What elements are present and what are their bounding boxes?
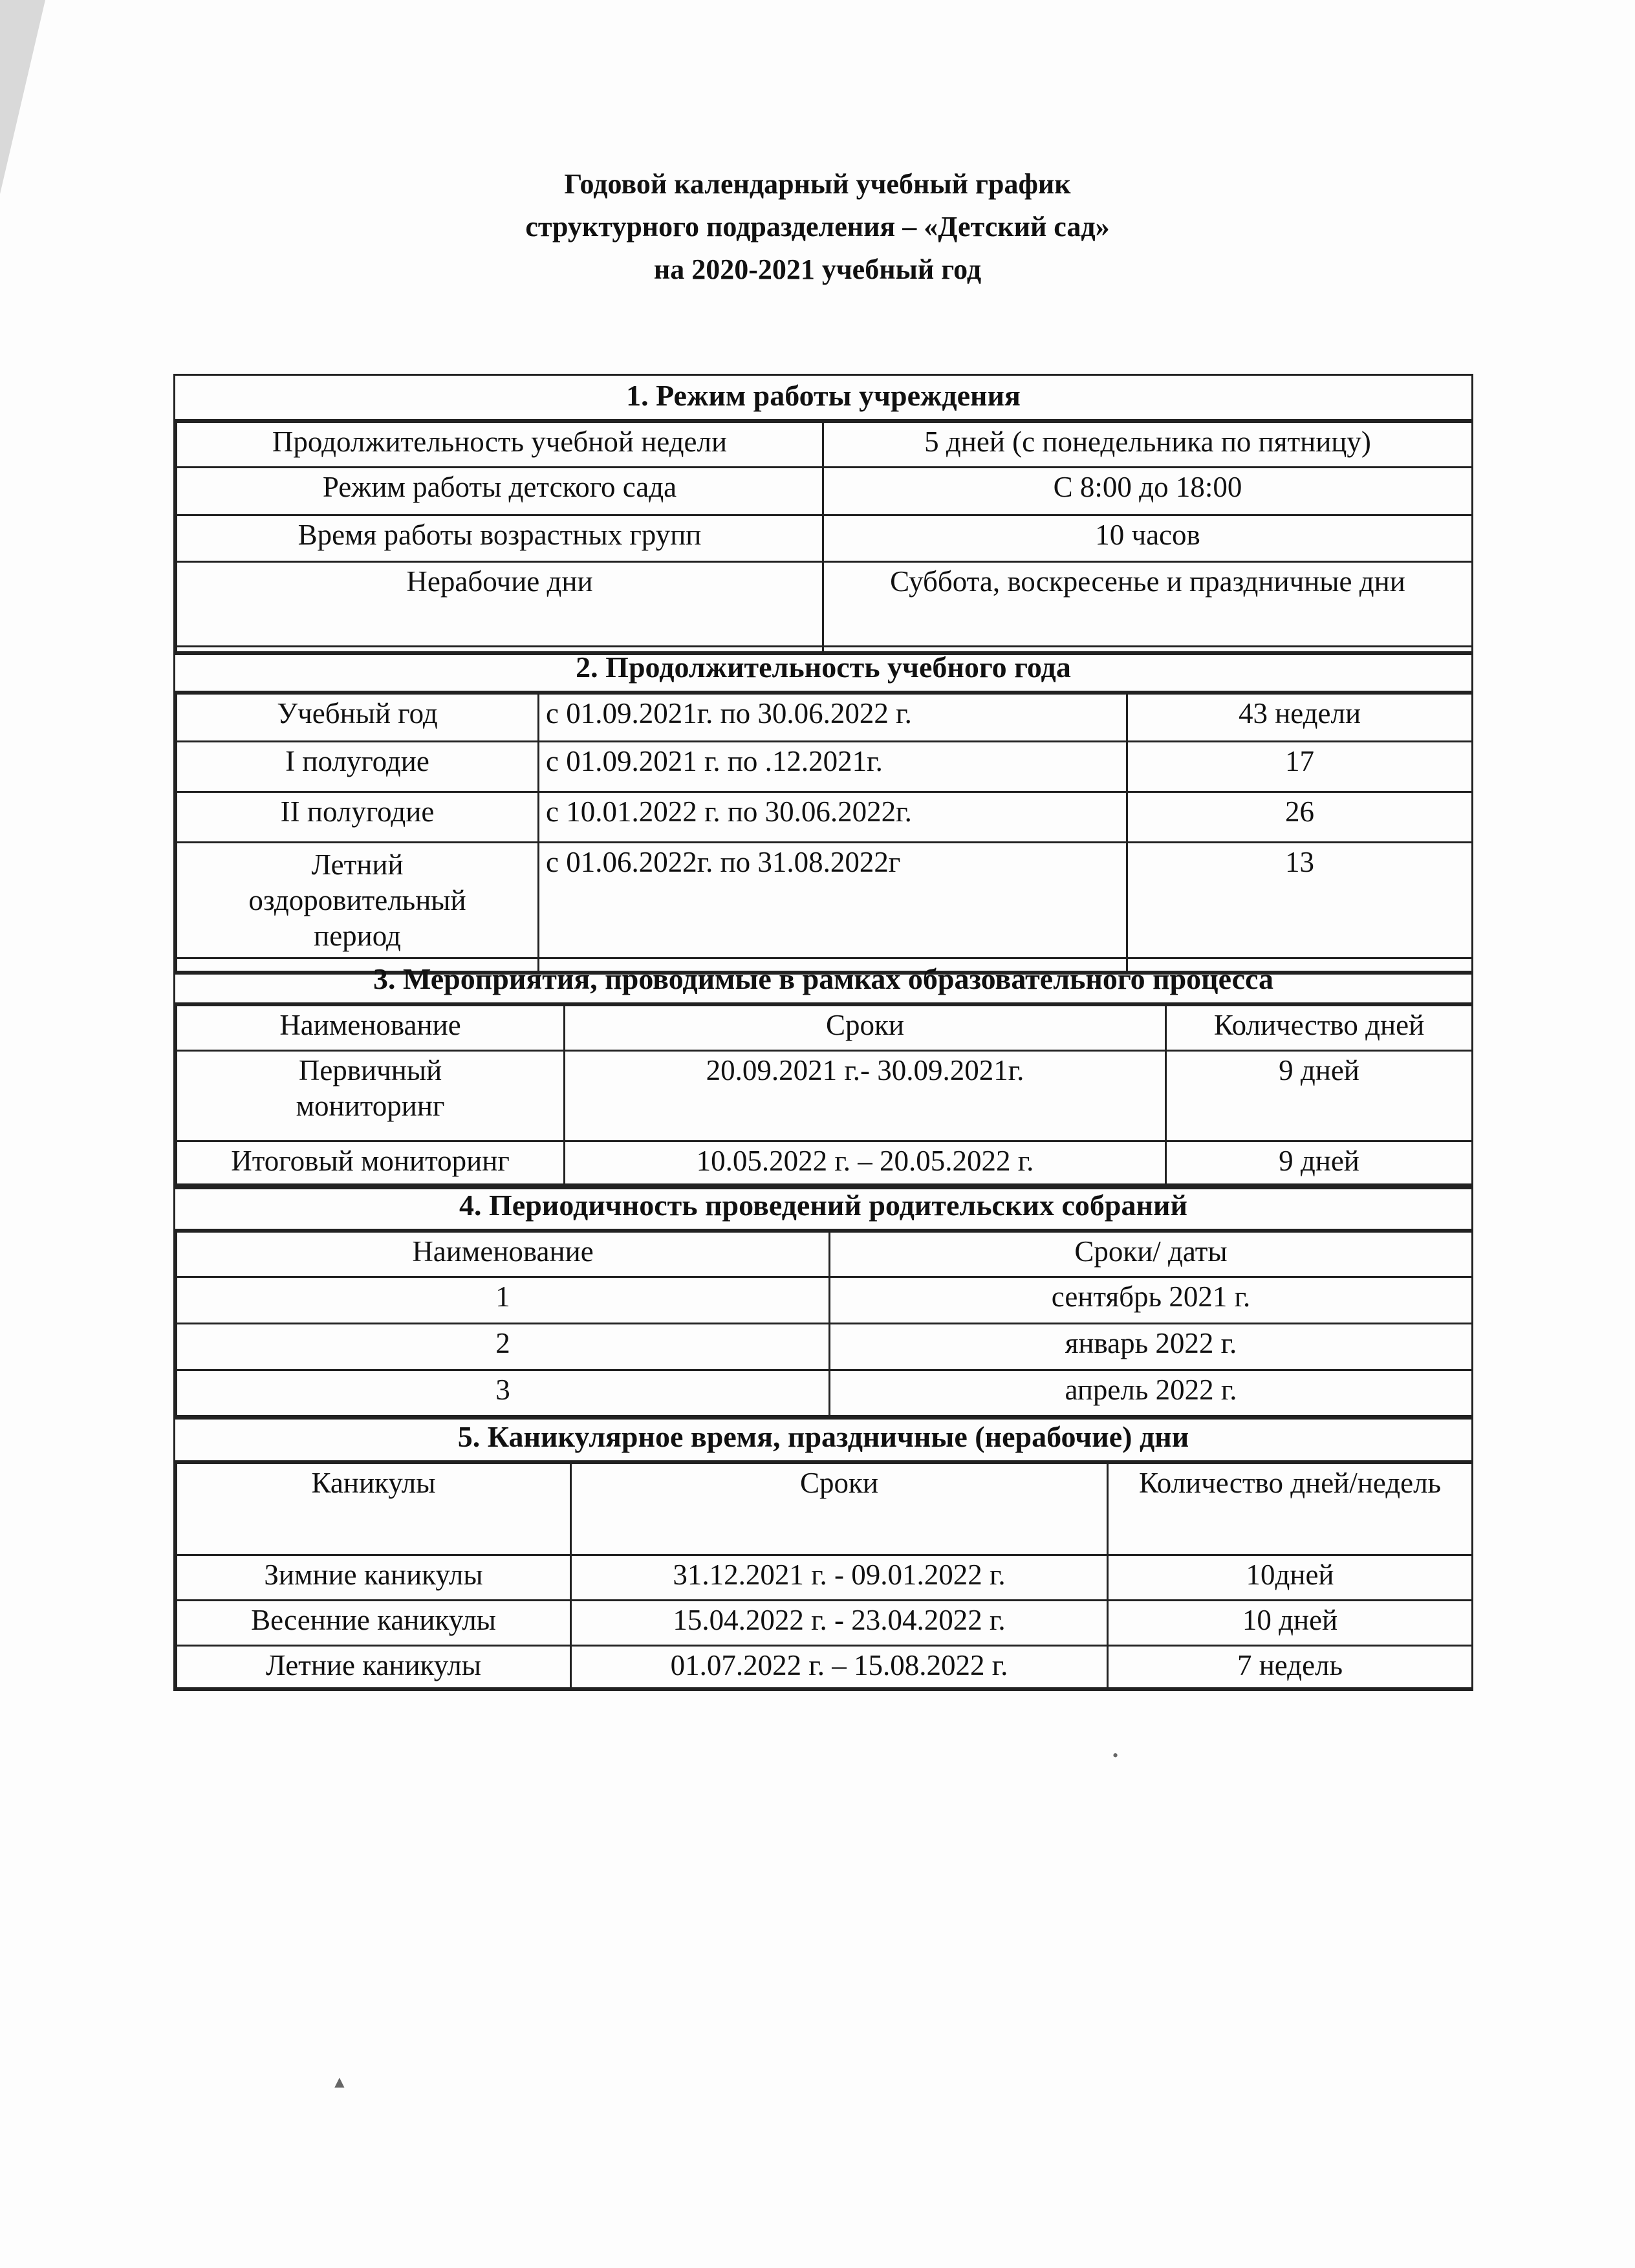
row-count: 10 дней [1108, 1601, 1473, 1646]
table-row [177, 1370, 1473, 1417]
row-value: 5 дней (с понедельника по пятницу) [823, 422, 1473, 468]
row-value: С 8:00 до 18:00 [823, 468, 1473, 515]
row-period: 31.12.2021 г. - 09.01.2022 г. [571, 1555, 1108, 1601]
table-row [177, 562, 1473, 653]
row-date: апрель 2022 г. [830, 1370, 1473, 1417]
row-count: 43 недели [1127, 694, 1473, 742]
section-work-mode [173, 374, 1473, 655]
section-4-heading: 4. Периодичность проведений родительских собраний [175, 1185, 1471, 1231]
table-row [177, 1051, 1473, 1141]
row-name: 2 [177, 1324, 830, 1370]
row-period: 10.05.2022 г. – 20.05.2022 г. [565, 1141, 1166, 1187]
row-name: Летние каникулы [177, 1646, 571, 1689]
table-header-row [177, 1006, 1473, 1051]
section-events [173, 957, 1473, 1189]
table-row [177, 792, 1473, 843]
row-period: с 01.09.2021г. по 30.06.2022 г. [539, 694, 1127, 742]
row-name: Весенние каникулы [177, 1601, 571, 1646]
title-line-2: структурного подразделения – «Детский сад» [525, 211, 1110, 243]
table-row [177, 515, 1473, 562]
row-value: Суббота, воскресенье и праздничные дни [823, 562, 1473, 653]
row-period: с 10.01.2022 г. по 30.06.2022г. [539, 792, 1127, 843]
column-header: Каникулы [177, 1463, 571, 1555]
table-row [177, 1601, 1473, 1646]
section-holidays [173, 1415, 1473, 1691]
column-header: Наименование [177, 1232, 830, 1277]
table-row [177, 468, 1473, 515]
scan-speck: ▲ [331, 2073, 348, 2091]
row-label: Режим работы детского сада [177, 468, 823, 515]
section-1-heading: 1. Режим работы учреждения [175, 376, 1471, 421]
column-header: Сроки/ даты [830, 1232, 1473, 1277]
table-header-row [177, 1463, 1473, 1555]
table-row [177, 1324, 1473, 1370]
column-header: Сроки [571, 1463, 1108, 1555]
academic-year-table [175, 693, 1473, 973]
row-name: 3 [177, 1370, 830, 1417]
row-label: Время работы возрастных групп [177, 515, 823, 562]
events-table [175, 1004, 1473, 1187]
section-parent-meetings [173, 1183, 1473, 1420]
table-header-row [177, 1232, 1473, 1277]
row-label: Учебный год [177, 694, 539, 742]
row-count: 7 недель [1108, 1646, 1473, 1689]
row-label: Летний оздоровительный период [177, 843, 539, 972]
column-header: Наименование [177, 1006, 565, 1051]
row-label: I полугодие [177, 742, 539, 792]
section-academic-year [173, 645, 1473, 975]
row-label: II полугодие [177, 792, 539, 843]
row-period: 15.04.2022 г. - 23.04.2022 г. [571, 1601, 1108, 1646]
row-label: Продолжительность учебной недели [177, 422, 823, 468]
table-row [177, 1141, 1473, 1187]
column-header: Сроки [565, 1006, 1166, 1051]
section-3-heading: 3. Мероприятия, проводимые в рамках образовательного процесса [175, 959, 1471, 1004]
table-row [177, 1646, 1473, 1689]
title-line-1: Годовой календарный учебный график [564, 168, 1071, 200]
title-line-3: на 2020-2021 учебный год [653, 254, 982, 285]
row-count: 26 [1127, 792, 1473, 843]
row-value: 10 часов [823, 515, 1473, 562]
work-mode-table [175, 421, 1473, 653]
row-date: январь 2022 г. [830, 1324, 1473, 1370]
row-name: 1 [177, 1277, 830, 1324]
row-period: 20.09.2021 г.- 30.09.2021г. [565, 1051, 1166, 1141]
row-period: с 01.06.2022г. по 31.08.2022г [539, 843, 1127, 972]
row-period: с 01.09.2021 г. по .12.2021г. [539, 742, 1127, 792]
row-name: Зимние каникулы [177, 1555, 571, 1601]
scan-speck: • [1112, 1746, 1119, 1765]
table-row [177, 742, 1473, 792]
document-title [0, 163, 1635, 291]
row-days: 9 дней [1166, 1051, 1473, 1141]
row-label: Нерабочие дни [177, 562, 823, 653]
section-5-heading: 5. Каникулярное время, праздничные (нерабочие) дни [175, 1417, 1471, 1462]
row-name: Первичный мониторинг [177, 1051, 565, 1141]
table-row [177, 843, 1473, 972]
row-days: 9 дней [1166, 1141, 1473, 1187]
parent-meetings-table [175, 1231, 1473, 1418]
row-period: 01.07.2022 г. – 15.08.2022 г. [571, 1646, 1108, 1689]
table-row [177, 694, 1473, 742]
row-date: сентябрь 2021 г. [830, 1277, 1473, 1324]
row-name: Итоговый мониторинг [177, 1141, 565, 1187]
holidays-table [175, 1462, 1473, 1689]
section-2-heading: 2. Продолжительность учебного года [175, 647, 1471, 693]
table-row [177, 1555, 1473, 1601]
row-count: 17 [1127, 742, 1473, 792]
column-header: Количество дней/недель [1108, 1463, 1473, 1555]
column-header: Количество дней [1166, 1006, 1473, 1051]
row-count: 10дней [1108, 1555, 1473, 1601]
table-row [177, 422, 1473, 468]
row-count: 13 [1127, 843, 1473, 972]
table-row [177, 1277, 1473, 1324]
